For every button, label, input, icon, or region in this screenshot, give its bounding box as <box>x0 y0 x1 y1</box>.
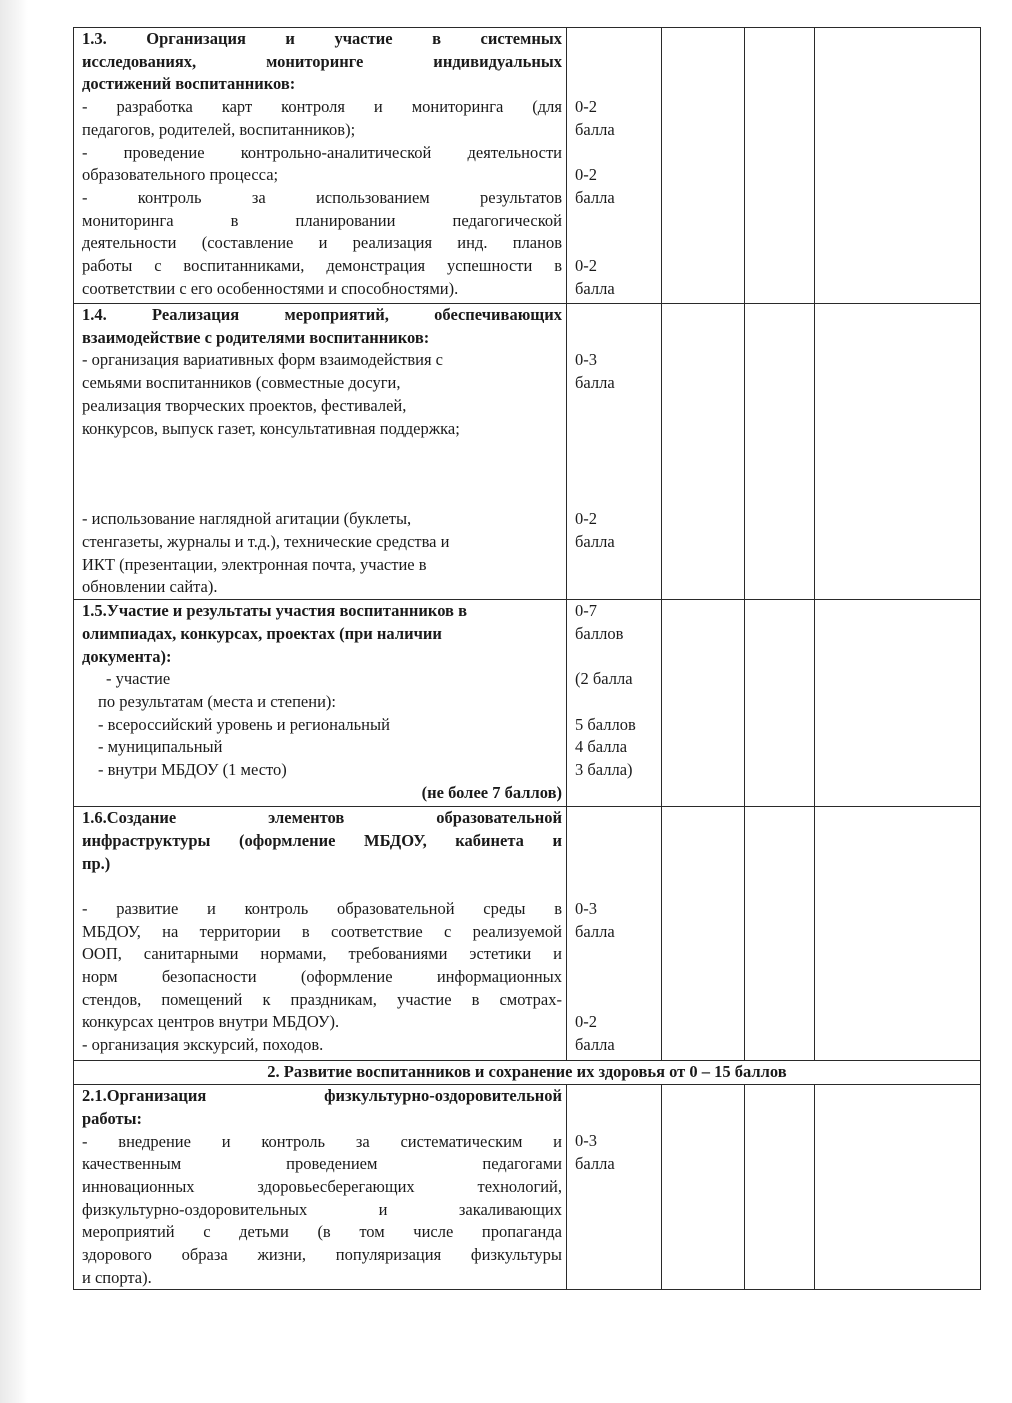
criterion-line: норм безопасности (оформление информационных <box>82 967 562 986</box>
score-unit: балла <box>575 1035 615 1055</box>
criteria-row-1-3 <box>74 28 981 304</box>
empty-cell <box>745 28 815 304</box>
criterion-title-line: 1.4. Реализация мероприятий, обеспечивающих <box>82 305 562 324</box>
empty-cell <box>815 304 981 600</box>
criterion-title-line: работы: <box>82 1108 142 1128</box>
criterion-text <box>74 600 567 807</box>
empty-cell <box>745 1085 815 1290</box>
criterion-title-line: 1.5.Участие и результаты участия воспитанников в <box>82 601 467 621</box>
section-title: 2. Развитие воспитанников и сохранение их здоровья от 0 – 15 баллов <box>74 1061 981 1085</box>
criterion-line: - использование наглядной агитации (буклеты, <box>82 509 412 529</box>
scan-edge <box>0 0 28 1403</box>
score-cell <box>567 304 662 600</box>
criterion-line: конкурсах центров внутри МБДОУ). <box>82 1012 340 1032</box>
empty-cell <box>745 600 815 807</box>
score-range: 0-3 <box>575 350 597 370</box>
score-range: 0-2 <box>575 255 597 275</box>
score-unit: балла <box>575 531 615 551</box>
criterion-line: работы с воспитанниками, демонстрация успешности в <box>82 256 562 276</box>
empty-cell <box>662 304 745 600</box>
criterion-line: - внедрение и контроль за систематическим и <box>82 1131 562 1151</box>
level-line: - всероссийский уровень и региональный <box>98 714 390 734</box>
criterion-line: мониторинга в планировании педагогической <box>82 210 562 230</box>
participation-line: - участие <box>106 669 171 689</box>
criteria-row-2-1 <box>74 1085 981 1290</box>
criterion-line: семьями воспитанников (совместные досуги, <box>82 373 401 393</box>
empty-cell <box>662 1085 745 1290</box>
level-line: - муниципальный <box>98 737 223 757</box>
criteria-table <box>73 27 981 1290</box>
criteria-row-1-5 <box>74 600 981 807</box>
criterion-line: педагогов, родителей, воспитанников); <box>82 119 356 139</box>
level-line: - внутри МБДОУ (1 место) <box>98 760 287 780</box>
criterion-line: соответствии с его особенностями и способностями). <box>82 278 459 298</box>
criterion-line: образовательного процесса; <box>82 165 279 185</box>
criterion-title-line: инфраструктуры (оформление МБДОУ, кабинета и <box>82 830 562 850</box>
criterion-title-line: достижений воспитанников: <box>82 74 296 94</box>
score-range: 0-7 <box>575 601 597 621</box>
criterion-line: - развитие и контроль образовательной среды в <box>82 898 562 918</box>
empty-cell <box>815 28 981 304</box>
criterion-line: физкультурно-оздоровительных и закаливающих <box>82 1199 562 1219</box>
criterion-line: - контроль за использованием результатов <box>82 187 562 207</box>
criterion-line: мероприятий с детьми (в том числе пропаганда <box>82 1222 562 1242</box>
results-label: по результатам (места и степени): <box>98 691 336 711</box>
criterion-text <box>74 807 567 1061</box>
criterion-text <box>74 304 567 600</box>
criterion-line: инновационных здоровьесберегающих технологий, <box>82 1176 562 1196</box>
criterion-line: деятельности (составление и реализация инд. планов <box>82 233 562 253</box>
criterion-title-line: исследованиях, мониторинге индивидуальных <box>82 51 562 71</box>
criterion-text <box>74 1085 567 1290</box>
criterion-line: МБДОУ, на территории в соответствие с реализуемой <box>82 921 562 941</box>
criterion-line: - организация экскурсий, походов. <box>82 1035 324 1055</box>
criterion-title-line: 1.3. Организация и участие в системных <box>82 29 562 48</box>
criterion-line: стенгазеты, журналы и т.д.), технические средства и <box>82 531 450 551</box>
criterion-line: ООП, санитарными нормами, требованиями эстетики и <box>82 944 562 964</box>
criterion-line: здорового образа жизни, популяризация физкультуры <box>82 1245 562 1265</box>
empty-cell <box>662 807 745 1061</box>
empty-cell <box>815 1085 981 1290</box>
score-range: 0-3 <box>575 898 597 918</box>
criterion-line: - проведение контрольно-аналитической деятельности <box>82 142 562 162</box>
criterion-line: - организация вариативных форм взаимодействия с <box>82 350 444 370</box>
score-cell <box>567 807 662 1061</box>
score-unit: балла <box>575 1154 615 1174</box>
section-2-header-row <box>74 1061 981 1085</box>
score-detail: 5 баллов <box>575 714 636 734</box>
score-cell <box>567 1085 662 1290</box>
score-unit: баллов <box>575 623 624 643</box>
criteria-row-1-6 <box>74 807 981 1061</box>
score-cell <box>567 600 662 807</box>
empty-cell <box>815 807 981 1061</box>
criterion-line: реализация творческих проектов, фестивалей, <box>82 395 407 415</box>
score-detail: 3 балла) <box>575 759 633 779</box>
empty-cell <box>745 304 815 600</box>
score-range: 0-2 <box>575 165 597 185</box>
criterion-title-line: 2.1.Организация физкультурно-оздоровительной <box>82 1086 562 1106</box>
score-range: 0-2 <box>575 97 597 117</box>
criterion-title-line: олимпиадах, конкурсах, проектах (при наличии <box>82 623 442 643</box>
criterion-title-line: взаимодействие с родителями воспитанников: <box>82 327 430 347</box>
empty-cell <box>662 600 745 807</box>
criterion-line: и спорта). <box>82 1267 152 1287</box>
criterion-line: конкурсов, выпуск газет, консультативная поддержка; <box>82 418 460 438</box>
criterion-line: стендов, помещений к праздникам, участие в смотрах- <box>82 989 562 1009</box>
criterion-title-line: документа): <box>82 646 172 666</box>
score-unit: балла <box>575 119 615 139</box>
criterion-title-line: пр.) <box>82 853 111 873</box>
criterion-line: качественным проведением педагогами <box>82 1154 562 1174</box>
criterion-line: ИКТ (презентации, электронная почта, участие в <box>82 554 427 574</box>
score-unit: балла <box>575 921 615 941</box>
empty-cell <box>745 807 815 1061</box>
criterion-line: обновлении сайта). <box>82 577 218 597</box>
score-unit: балла <box>575 373 615 393</box>
criterion-text <box>74 28 567 304</box>
criteria-row-1-4 <box>74 304 981 600</box>
empty-cell <box>662 28 745 304</box>
score-detail: 4 балла <box>575 737 628 757</box>
score-unit: балла <box>575 187 615 207</box>
empty-cell <box>815 600 981 807</box>
score-range: 0-3 <box>575 1131 597 1151</box>
score-limit-note: (не более 7 баллов) <box>421 782 562 802</box>
score-unit: балла <box>575 278 615 298</box>
criterion-title-line: 1.6.Создание элементов образовательной <box>82 808 562 828</box>
score-cell <box>567 28 662 304</box>
score-detail: (2 балла <box>575 669 633 689</box>
score-range: 0-2 <box>575 1012 597 1032</box>
score-range: 0-2 <box>575 509 597 529</box>
criterion-line: - разработка карт контроля и мониторинга (для <box>82 97 562 117</box>
